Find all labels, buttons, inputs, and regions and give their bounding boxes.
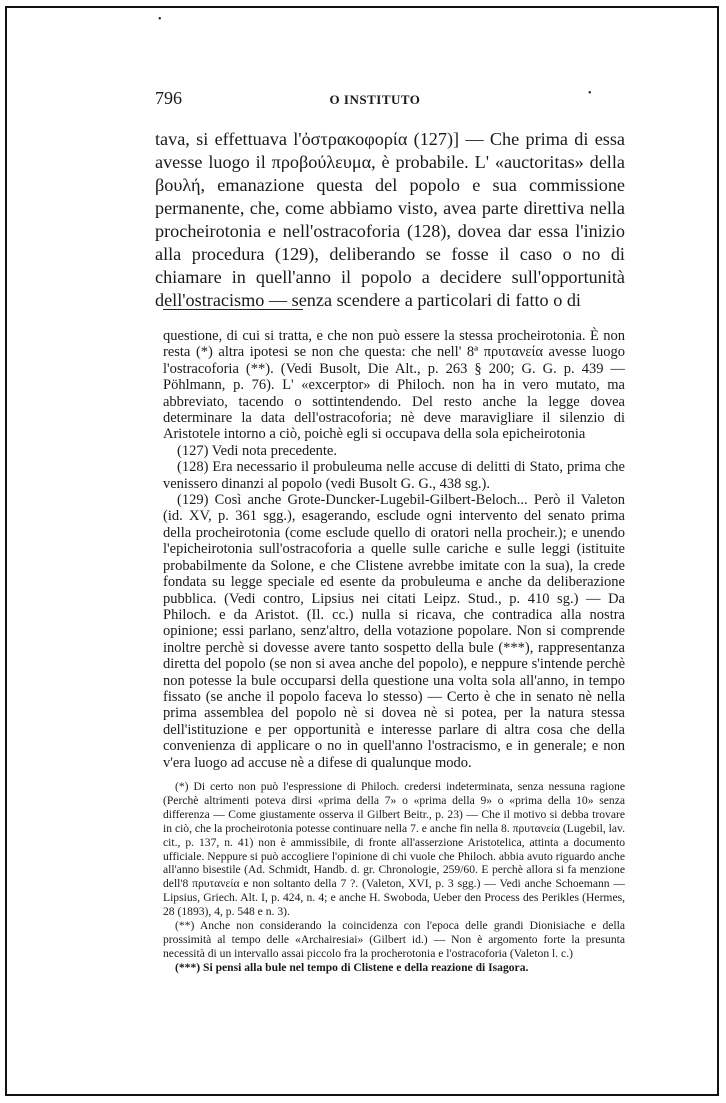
footnotes (163, 328, 625, 771)
footnote-continuation: questione, di cui si tratta, e che non può essere la stessa procheirotonia. È non resta (*) altra ipotesi se non che questa: che nell' 8ª πρυτανεία avesse luogo l'ostracoforia (**). (Vedi Busolt, Die Alt., p. 263 § 200; G. G. p. 439 — Pöhlmann, p. 76). L' «excerptor» di Philoch. non ha in vero mutato, ma abbreviato, tacendo o sottintendendo. Del resto anche la legge dovea determinare la data dell'ostracoforia; nè deve maravigliare il silenzio di Aristotele intorno a ciò, poichè egli si occupava della sola epicheirotonia (163, 328, 625, 443)
main-paragraph: tava, si effettuava l'ὀστρακοφορία (127)] — Che prima di essa avesse luogo il προβούλευμα, è probabile. L' «auctoritas» della βουλή, emanazione questa del popolo e sua commissione permanente, che, come abbiamo visto, avea parte direttiva nella procheirotonia e nell'ostracoforia (128), dovea dar essa l'inizio alla procedura (129), deliberando se fosse il caso o no di chiamare in quell'anno il popolo a decidere sull'opportunità dell'ostracismo — senza scendere a particolari di fatto o di (155, 129, 625, 310)
subfootnote-star-3: (***) Si pensi alla bule nel tempo di Clistene e della reazione di Isagora. (175, 960, 529, 974)
footnote-127: (127) Vedi nota precedente. (177, 442, 337, 459)
page-mark: • (588, 88, 592, 99)
subfootnotes (163, 780, 625, 975)
page-header (155, 88, 595, 114)
subfootnote-star-2: (**) Anche non considerando la coincidenza con l'epoca delle grandi Dionisiache e della prossimità al tempo delle «Archairesiai» (Gilbert id.) — Non è argomento forte la presunta necessità di un intervallo assai piccolo fra la procherotonia e l'ostracoforia (Valeton l. c.) (163, 919, 625, 960)
subfootnote-star-1: (*) Di certo non può l'espressione di Philoch. credersi indeterminata, senza nessuna ragione (Perchè altrimenti poteva dirsi «prima della 7» o «prima della 9» o «prima della 10» senza differenza — Come giustamente osserva il Gilbert Beitr., p. 23) — Che il motivo si debba trovare in ciò, che la procheirotonia potesse continuare nella 7. e anche fin nella 8. πρυτανεία (Lugebil, lav. cit., p. 137, n. 41) non è ammissibile, di fronte all'asserzione Aristotelica, attinta a documento ufficiale. Neppure si può accogliere l'opinione di chi vuole che Philoch. abbia avuto riguardo anche all'anno bisestile (Ad. Schmidt, Handb. d. gr. Chronologie, 259/60. E perchè allora si fa menzione dell'8 πρυτανεία e non soltanto della 7 ?. (Valeton, XVI, p. 3 sgg.) — Vedi anche Schoemann — Lipsius, Griech. Alt. I, p. 424, n. 4; e anche H. Swoboda, Ueber den Process des Perikles (Hermes, 28 (1893), 4, p. 548 e n. 3). (163, 780, 625, 919)
page-mark: • (158, 14, 162, 25)
page-number: 796 (155, 88, 182, 108)
footnote-129: (129) Così anche Grote-Duncker-Lugebil-Gilbert-Beloch... Però il Valeton (id. XV, p. 361 sgg.), esagerando, esclude ogni intervento del senato prima della procheirotonia (come esclude quello di oratori nella procheir.); e unendo l'epicheirotonia sull'ostracoforia a quelle sulle cariche e sulle leggi (istituite probabilmente da Solone, e che Clistene avrebbe imitate con la sua), la crede fondata su legge speciale ed esente da probuleuma e anche da deliberazione pubblica. (Vedi contro, Lipsius nei citati Leipz. Stud., p. 410 sg.) — Da Philoch. e da Aristot. (Il. cc.) nulla si ricava, che contradica alla nostra opinione; essi parlano, senz'altro, della votazione popolare. Non si comprende inoltre perchè si dovesse avere tanto sospetto della bule (***), rappresentanza diretta del popolo (se non si avea anche del popolo), e neppure s'intende perchè non potesse la bule occuparsi della questione una volta sola all'anno, in tempo fissato (se anche il popolo faceva lo stesso) — Certo è che in senato nè nella prima assemblea del popolo nè si dovea nè si potea, per la natura stessa dell'istituzione e per opportunità e interesse parlare di altra cosa che della convenienza di applicare o no in quell'anno l'ostracismo, e in generale; e non v'era luogo ad accuse nè a difese di qualunque modo. (163, 492, 625, 771)
main-text (155, 128, 625, 312)
footnote-rule (163, 309, 303, 310)
running-title: O INSTITUTO (329, 92, 421, 107)
footnote-128: (128) Era necessario il probuleuma nelle accuse di delitti di Stato, prima che venissero dinanzi al popolo (vedi Busolt G. G., 438 sg.). (163, 459, 625, 492)
